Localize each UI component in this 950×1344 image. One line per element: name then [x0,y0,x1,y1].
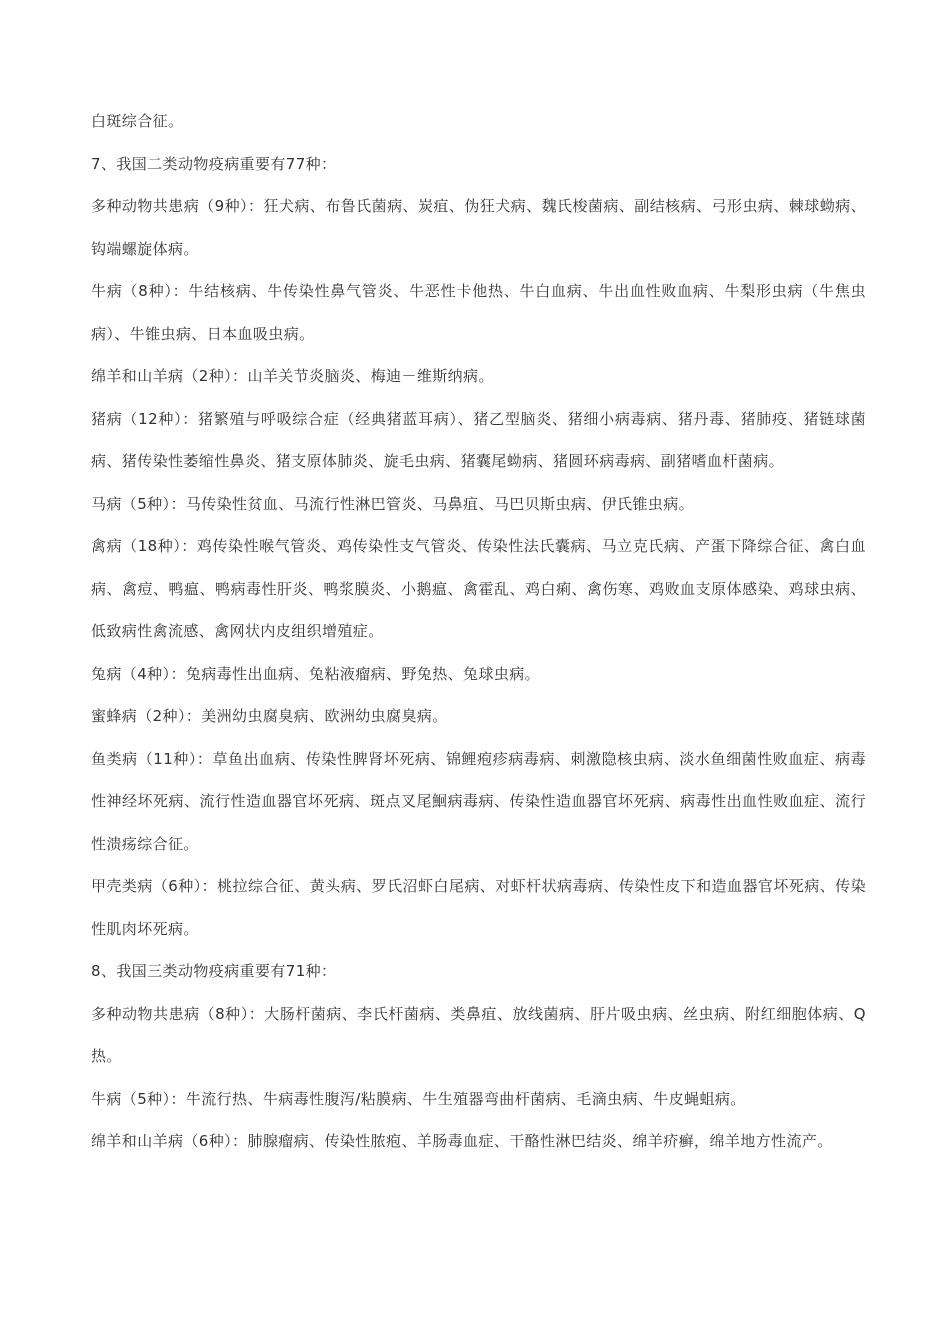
paragraph-continuation: 白斑综合征。 [91,112,184,130]
section-heading-8: 8、我国三类动物疫病重要有71种： [91,962,337,980]
document-body [91,100,866,1163]
paragraph-sheep-goat-3: 绵羊和山羊病（6种）：肺腺瘤病、传染性脓疱、羊肠毒血症、干酪性淋巴结炎、绵羊疥癣，绵羊地方性流产。 [91,1132,833,1150]
paragraph-equine-2: 马病（5种）：马传染性贫血、马流行性淋巴管炎、马鼻疽、马巴贝斯虫病、伊氏锥虫病。 [91,494,695,513]
paragraph-multi-species-3: 多种动物共患病（8种）：大肠杆菌病、李氏杆菌病、类鼻疽、放线菌病、肝片吸虫病、丝虫病、附红细胞体病、Q热。 [91,1004,866,1065]
paragraph-fish-2: 鱼类病（11种）：草鱼出血病、传染性脾肾坏死病、锦鲤疱疹病毒病、刺激隐核虫病、淡水鱼细菌性败血症、病毒性神经坏死病、流行性造血器官坏死病、斑点叉尾鮰病毒病、传染性造血器官坏死病、病毒性出血性败血症、流行性溃疡综合征。 [91,749,866,853]
paragraph-swine-2: 猪病（12种）：猪繁殖与呼吸综合症（经典猪蓝耳病）、猪乙型脑炎、猪细小病毒病、猪丹毒、猪肺疫、猪链球菌病、猪传染性萎缩性鼻炎、猪支原体肺炎、旋毛虫病、猪囊尾蚴病、猪圆环病毒病、副猪嗜血杆菌病。 [91,409,866,470]
paragraph-bee-2: 蜜蜂病（2种）：美洲幼虫腐臭病、欧洲幼虫腐臭病。 [91,707,448,725]
paragraph-sheep-goat-2: 绵羊和山羊病（2种）：山羊关节炎脑炎、梅迪－维斯纳病。 [91,367,494,385]
section-heading-7: 7、我国二类动物疫病重要有77种： [91,154,337,173]
paragraph-multi-species-2: 多种动物共患病（9种）：狂犬病、布鲁氏菌病、炭疽、伪狂犬病、魏氏梭菌病、副结核病、弓形虫病、棘球蚴病、钩端螺旋体病。 [91,197,866,258]
paragraph-cattle-3: 牛病（5种）：牛流行热、牛病毒性腹泻/粘膜病、牛生殖器弯曲杆菌病、毛滴虫病、牛皮蝇蛆病。 [91,1089,746,1108]
paragraph-crustacean-2: 甲壳类病（6种）：桃拉综合征、黄头病、罗氏沼虾白尾病、对虾杆状病毒病、传染性皮下和造血器官坏死病、传染性肌肉坏死病。 [91,877,866,938]
paragraph-rabbit-2: 兔病（4种）：兔病毒性出血病、兔粘液瘤病、野兔热、兔球虫病。 [91,664,541,683]
paragraph-cattle-2: 牛病（8种）：牛结核病、牛传染性鼻气管炎、牛恶性卡他热、牛白血病、牛出血性败血病、牛梨形虫病（牛焦虫病）、牛锥虫病、日本血吸虫病。 [91,282,866,343]
paragraph-poultry-2: 禽病（18种）：鸡传染性喉气管炎、鸡传染性支气管炎、传染性法氏囊病、马立克氏病、产蛋下降综合征、禽白血病、禽痘、鸭瘟、鸭病毒性肝炎、鸭浆膜炎、小鹅瘟、禽霍乱、鸡白痢、禽伤寒、鸡败血支原体感染、鸡球虫病、低致病性禽流感、禽网状内皮组织增殖症。 [91,537,866,640]
